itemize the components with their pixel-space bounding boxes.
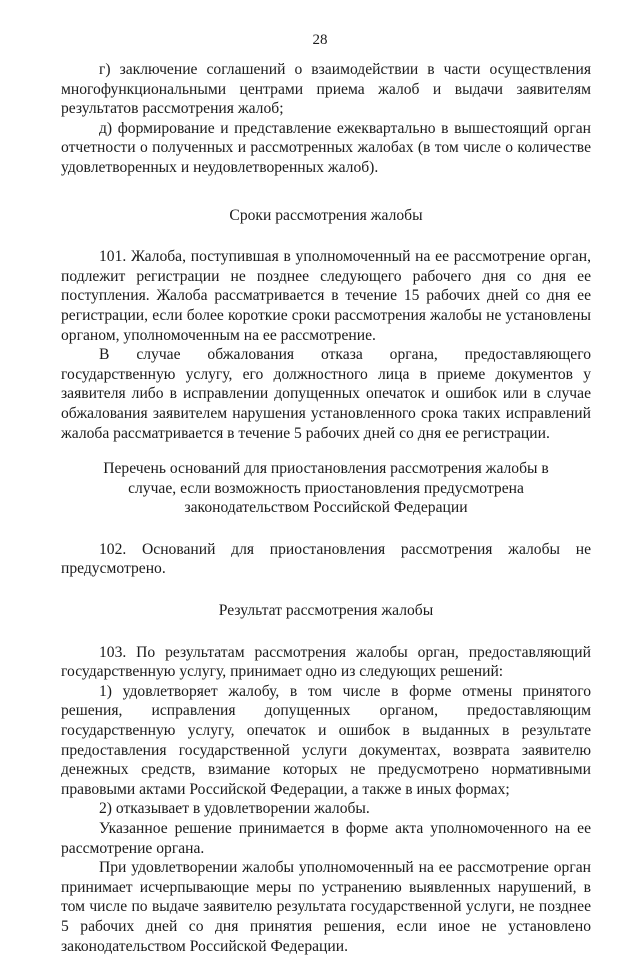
paragraph-103-item-2: 2) отказывает в удовлетворении жалобы. — [99, 800, 370, 818]
paragraph-101-appeal: В случае обжалования отказа органа, предоставляющего государственную услугу, его должностного лица в приеме документов у заявителя либо в исправлении допущенных опечаток и ошибок или в случае обжалования заявителем нарушения установленного срока таких исправлений жалоба рассматривается в течение 5 рабочих дней со дня ее регистрации. — [61, 346, 591, 442]
section-title-result: Результат рассмотрения жалобы — [218, 602, 434, 620]
paragraph-g: г) заключение соглашений о взаимодействии в части осуществления многофункциональными центрами приема жалоб и выдачи заявителям результатов рассмотрения жалоб; — [61, 61, 591, 118]
paragraph-decision-form: Указанное решение принимается в форме акта уполномоченного на ее рассмотрение органа. — [61, 820, 591, 857]
paragraph-d: д) формирование и представление ежеквартально в вышестоящий орган отчетности о полученных и рассмотренных жалобах (в том числе о количестве удовлетворенных и неудовлетворенных жалоб). — [61, 119, 591, 176]
paragraph-satisfaction-measures: При удовлетворении жалобы уполномоченный на ее рассмотрение орган принимает исчерпывающие меры по устранению выявленных нарушений, в том числе по выдаче заявителю результата государственной услуги, не позднее 5 рабочих дней со дня принятия решения, если иное не установлено законодательством Российской Федерации. — [61, 859, 591, 955]
page-number: 28 — [312, 32, 328, 48]
paragraph-103-item-1: 1) удовлетворяет жалобу, в том числе в форме отмены принятого решения, исправления допущенных органом, предоставляющим государственную услугу, опечаток и ошибок в выданных в результате предоставления государственной услуги документах, возврата заявителю денежных средств, взимание которых не предусмотрено нормативными правовыми актами Российской Федерации, а также в иных формах; — [61, 682, 591, 798]
paragraph-103: 103. По результатам рассмотрения жалобы орган, предоставляющий государственную услугу, принимает одно из следующих решений: — [61, 643, 591, 681]
paragraph-101: 101. Жалоба, поступившая в уполномоченный на ее рассмотрение орган, подлежит регистрации не позднее следующего рабочего дня со дня ее поступления. Жалоба рассматривается в течение 15 рабочих дней со дня ее регистрации, если более короткие сроки рассмотрения жалобы не установлены органом, уполномоченным на ее рассмотрение. — [61, 248, 591, 344]
section-title-terms: Сроки рассмотрения жалобы — [229, 206, 423, 224]
document-body — [61, 60, 591, 956]
section-title-suspension: Перечень оснований для приостановления рассмотрения жалобы в случае, если возможность приостановления предусмотрена законодательством Российской Федерации — [103, 460, 549, 517]
paragraph-102: 102. Оснований для приостановления рассмотрения жалобы не предусмотрено. — [61, 540, 591, 578]
